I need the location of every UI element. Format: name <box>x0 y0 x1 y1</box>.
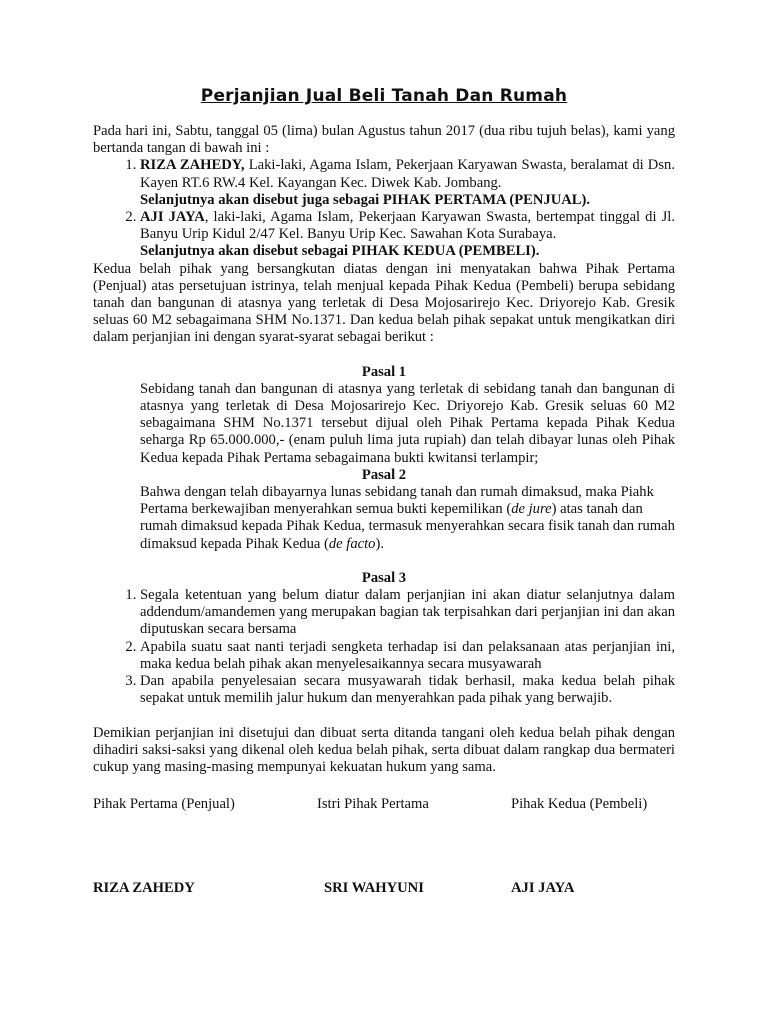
party-item-second <box>140 209 675 261</box>
party-second-details: , laki-laki, Agama Islam, Pekerjaan Karyawan Swasta, bertempat tinggal di Jl. Banyu Urip Kidul 2/47 Kel. Banyu Urip Kec. Sawahan Kota Surabaya. <box>140 209 675 243</box>
de-jure-term: de jure <box>511 501 552 518</box>
pasal-1-heading: Pasal 1 <box>361 363 407 380</box>
party-first-role: Selanjutnya akan disebut juga sebagai PIHAK PERTAMA (PENJUAL). <box>140 191 591 208</box>
pasal-3-heading: Pasal 3 <box>361 569 407 586</box>
signature-label-seller: Pihak Pertama (Penjual) <box>93 796 235 812</box>
spacer <box>93 553 675 570</box>
pasal-3-item: 3. Dan apabila penyelesaian secara musyawarah tidak berhasil, maka kedua belah pihak sepakat untuk memilih jalur hukum dan menyerahkan pada pihak yang berwajib. <box>140 673 675 707</box>
signature-label-buyer: Pihak Kedua (Pembeli) <box>511 796 648 812</box>
party-second-text <box>140 209 675 243</box>
signature-name-seller: RIZA ZAHEDY <box>93 880 195 896</box>
pasal-2-heading: Pasal 2 <box>361 466 407 483</box>
pasal-3-item: 1. Segala ketentuan yang belum diatur dalam perjanjian ini akan diatur selanjutnya dalam addendum/amandemen yang merupakan bagian tak terpisahkan dari perjanjian ini dan akan diputuskan secara bersama <box>140 587 675 639</box>
closing-paragraph: Demikian perjanjian ini disetujui dan dibuat serta ditanda tangani oleh kedua belah pihak dengan dihadiri saksi-saksi yang dikenal oleh kedua belah pihak, serta dibuat dalam rangkap dua bermateri cukup yang masing-masing mempunyai kekuatan hukum yang sama. <box>93 724 675 775</box>
party-first-text <box>140 157 675 191</box>
signature-name-wife: SRI WAHYUNI <box>324 880 424 896</box>
spacer <box>93 708 675 725</box>
document-title: Perjanjian Jual Beli Tanah Dan Rumah <box>200 86 568 106</box>
parties-list <box>93 157 675 260</box>
party-item-first <box>140 157 675 209</box>
party-first-details: Laki-laki, Agama Islam, Pekerjaan Karyawan Swasta, beralamat di Dsn. Kayen RT.6 RW.4 Kel. Kayangan Kec. Diwek Kab. Jombang. <box>140 157 675 191</box>
signature-name-buyer: AJI JAYA <box>511 880 575 896</box>
spacer <box>93 347 675 364</box>
party-second-role: Selanjutnya akan disebut sebagai PIHAK KEDUA (PEMBELI). <box>140 243 540 260</box>
pasal-2-text: Bahwa dengan telah dibayarnya lunas sebidang tanah dan rumah dimaksud, maka Piahk Pertama berkewajiban menyerahkan semua bukti kepemilikan (de jure) atas tanah dan rumah dimaksud kepada Pihak Kedua, termasuk menyerahkan secara fisik tanah dan rumah dimaksud kepada Pihak Kedua (de facto). <box>140 484 675 552</box>
party-second-name: AJI JAYA <box>140 209 205 226</box>
signature-label-wife: Istri Pihak Pertama <box>317 796 429 812</box>
intro-paragraph: Pada hari ini, Sabtu, tanggal 05 (lima) bulan Agustus tahun 2017 (dua ribu tujuh belas), kami yang bertanda tangan di bawah ini : <box>93 123 675 157</box>
pasal-1-text: Sebidang tanah dan bangunan di atasnya yang terletak di sebidang tanah dan bangunan di atasnya yang terletak di Desa Mojosarirejo Kec. Driyorejo Kab. Gresik seluas 60 M2 sebagaimana SHM No.1371 tersebut dijual oleh Pihak Pertama kepada Pihak Kedua seharga Rp 65.000.000,- (enam puluh lima juta rupiah) dan telah dibayar lunas oleh Pihak Kedua kepada Pihak Pertama sebagaimana bukti kwitansi terlampir; <box>140 380 675 466</box>
pasal-3-item: 2. Apabila suatu saat nanti terjadi sengketa terhadap isi dan pelaksanaan atas perjanjian ini, maka kedua belah pihak akan menyelesaikannya secara musyawarah <box>140 639 675 673</box>
pasal-3-list <box>93 587 675 707</box>
agreement-paragraph: Kedua belah pihak yang bersangkutan diatas dengan ini menyatakan bahwa Pihak Pertama (Penjual) atas persetujuan istrinya, telah menjual kepada Pihak Kedua (Pembeli) berupa sebidang tanah dan bangunan di atasnya yang terletak di Desa Mojosarirejo Kec. Driyorejo Kab. Gresik seluas 60 M2 sebagaimana SHM No.1371. Dan kedua belah pihak sepakat untuk mengikatkan diri dalam perjanjian ini dengan syarat-syarat sebagai berikut : <box>93 260 675 346</box>
de-facto-term: de facto <box>328 535 376 552</box>
party-first-name: RIZA ZAHEDY, <box>140 157 245 174</box>
document-body <box>93 123 675 776</box>
